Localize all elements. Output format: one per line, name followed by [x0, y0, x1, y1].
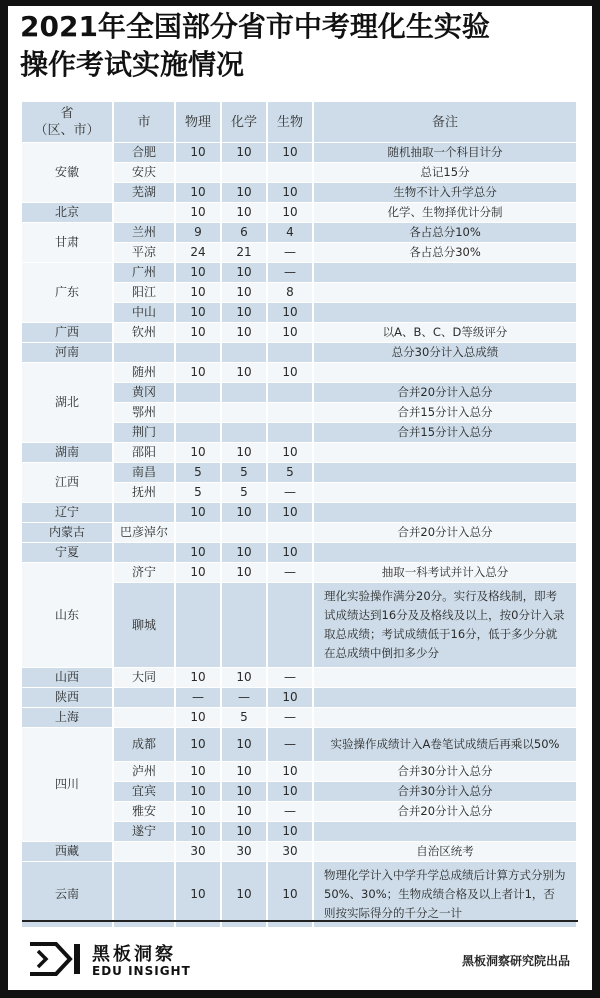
city-cell: 南昌: [114, 463, 176, 483]
header-physics: 物理: [176, 102, 222, 143]
chemistry-cell: [222, 403, 268, 423]
physics-cell: 10: [176, 303, 222, 323]
physics-cell: [176, 523, 222, 543]
province-cell: 云南: [22, 862, 114, 928]
city-cell: 黄冈: [114, 383, 176, 403]
footer-divider: [22, 920, 578, 922]
biology-cell: —: [268, 708, 314, 728]
province-cell: 北京: [22, 203, 114, 223]
chemistry-cell: 10: [222, 283, 268, 303]
biology-cell: 4: [268, 223, 314, 243]
chemistry-cell: 6: [222, 223, 268, 243]
biology-cell: 10: [268, 323, 314, 343]
city-cell: [114, 503, 176, 523]
note-cell: 生物不计入升学总分: [314, 183, 578, 203]
biology-cell: 10: [268, 543, 314, 563]
table-row: [22, 343, 578, 363]
biology-cell: 10: [268, 782, 314, 802]
biology-cell: [268, 163, 314, 183]
note-cell: 合并20分计入总分: [314, 523, 578, 543]
table-row: [22, 263, 578, 283]
physics-cell: [176, 163, 222, 183]
province-cell: 湖北: [22, 363, 114, 443]
note-cell: 合并30分计入总分: [314, 782, 578, 802]
header-note: 备注: [314, 102, 578, 143]
note-cell: [314, 688, 578, 708]
city-cell: [114, 688, 176, 708]
physics-cell: 10: [176, 143, 222, 163]
chemistry-cell: 10: [222, 303, 268, 323]
physics-cell: 24: [176, 243, 222, 263]
table-row: [22, 543, 578, 563]
physics-cell: 10: [176, 203, 222, 223]
city-cell: 广州: [114, 263, 176, 283]
biology-cell: 10: [268, 303, 314, 323]
physics-cell: 10: [176, 563, 222, 583]
note-cell: 物理化学计入中学升学总成绩后计算方式分别为50%、30%；生物成绩合格及以上者计1，否则按实际得分的千分之一计: [314, 862, 578, 928]
header-province: [22, 102, 114, 143]
table-row: [22, 842, 578, 862]
province-cell: 湖南: [22, 443, 114, 463]
brand-name-en: EDU INSIGHT: [92, 964, 191, 978]
physics-cell: 5: [176, 463, 222, 483]
note-cell: [314, 463, 578, 483]
chemistry-cell: [222, 163, 268, 183]
header-province-line-1: 省: [60, 106, 74, 121]
province-cell: 西藏: [22, 842, 114, 862]
physics-cell: 10: [176, 543, 222, 563]
chemistry-cell: 21: [222, 243, 268, 263]
physics-cell: 10: [176, 822, 222, 842]
city-cell: 兰州: [114, 223, 176, 243]
chemistry-cell: [222, 383, 268, 403]
table-row: [22, 688, 578, 708]
chemistry-cell: 30: [222, 842, 268, 862]
biology-cell: [268, 583, 314, 668]
note-cell: [314, 503, 578, 523]
table-row: [22, 503, 578, 523]
city-cell: 抚州: [114, 483, 176, 503]
chemistry-cell: 10: [222, 363, 268, 383]
city-cell: 雅安: [114, 802, 176, 822]
note-cell: 抽取一科考试并计入总分: [314, 563, 578, 583]
city-cell: 安庆: [114, 163, 176, 183]
exam-table-container: [22, 102, 578, 928]
chemistry-cell: [222, 343, 268, 363]
page-title: [20, 8, 590, 84]
city-cell: 钦州: [114, 323, 176, 343]
table-row: [22, 323, 578, 343]
table-row: [22, 728, 578, 762]
biology-cell: [268, 423, 314, 443]
province-cell: 广东: [22, 263, 114, 323]
city-cell: 成都: [114, 728, 176, 762]
brand-name: 黑板洞察: [92, 944, 176, 965]
chemistry-cell: 10: [222, 822, 268, 842]
biology-cell: [268, 403, 314, 423]
province-cell: 陕西: [22, 688, 114, 708]
physics-cell: 30: [176, 842, 222, 862]
note-cell: 各占总分10%: [314, 223, 578, 243]
biology-cell: 10: [268, 183, 314, 203]
chemistry-cell: 10: [222, 203, 268, 223]
exam-table: [22, 102, 578, 928]
physics-cell: 10: [176, 762, 222, 782]
note-cell: [314, 822, 578, 842]
chemistry-cell: [222, 423, 268, 443]
note-cell: [314, 443, 578, 463]
chemistry-cell: 10: [222, 782, 268, 802]
note-cell: 实验操作成绩计入A卷笔试成绩后再乘以50%: [314, 728, 578, 762]
note-cell: 以A、B、C、D等级评分: [314, 323, 578, 343]
table-row: [22, 708, 578, 728]
city-cell: 芜湖: [114, 183, 176, 203]
note-cell: [314, 668, 578, 688]
table-row: [22, 523, 578, 543]
biology-cell: —: [268, 563, 314, 583]
province-cell: 四川: [22, 728, 114, 842]
physics-cell: 10: [176, 263, 222, 283]
city-cell: [114, 343, 176, 363]
city-cell: 阳江: [114, 283, 176, 303]
note-cell: 化学、生物择优计分制: [314, 203, 578, 223]
province-cell: 上海: [22, 708, 114, 728]
biology-cell: —: [268, 668, 314, 688]
physics-cell: [176, 423, 222, 443]
physics-cell: [176, 583, 222, 668]
biology-cell: —: [268, 243, 314, 263]
biology-cell: —: [268, 483, 314, 503]
note-cell: 理化实验操作满分20分。实行及格线制，即考试成绩达到16分及及格线及以上，按0分计入录取总成绩；考试成绩低于16分，低于多少分就在总成绩中倒扣多少分: [314, 583, 578, 668]
city-cell: 中山: [114, 303, 176, 323]
physics-cell: 10: [176, 668, 222, 688]
city-cell: [114, 708, 176, 728]
chemistry-cell: 10: [222, 323, 268, 343]
note-cell: 总记15分: [314, 163, 578, 183]
province-cell: 江西: [22, 463, 114, 503]
table-row: [22, 203, 578, 223]
physics-cell: 10: [176, 323, 222, 343]
province-cell: 内蒙古: [22, 523, 114, 543]
header-chemistry: 化学: [222, 102, 268, 143]
province-cell: 山东: [22, 563, 114, 668]
physics-cell: 10: [176, 802, 222, 822]
chemistry-cell: 10: [222, 728, 268, 762]
province-cell: 甘肃: [22, 223, 114, 263]
physics-cell: [176, 403, 222, 423]
physics-cell: —: [176, 688, 222, 708]
note-cell: [314, 708, 578, 728]
note-cell: 各占总分30%: [314, 243, 578, 263]
biology-cell: 10: [268, 203, 314, 223]
chemistry-cell: 10: [222, 762, 268, 782]
city-cell: 泸州: [114, 762, 176, 782]
chemistry-cell: —: [222, 688, 268, 708]
province-cell: 安徽: [22, 143, 114, 203]
biology-cell: [268, 343, 314, 363]
chemistry-cell: [222, 583, 268, 668]
note-cell: 合并15分计入总分: [314, 423, 578, 443]
note-cell: 总分30分计入总成绩: [314, 343, 578, 363]
biology-cell: 10: [268, 443, 314, 463]
city-cell: 聊城: [114, 583, 176, 668]
note-cell: 合并20分计入总分: [314, 383, 578, 403]
city-cell: 遂宁: [114, 822, 176, 842]
note-cell: [314, 363, 578, 383]
province-cell: 辽宁: [22, 503, 114, 523]
biology-cell: 10: [268, 503, 314, 523]
note-cell: 合并30分计入总分: [314, 762, 578, 782]
header-province-line-2: （区、市）: [34, 123, 100, 138]
biology-cell: 8: [268, 283, 314, 303]
city-cell: 大同: [114, 668, 176, 688]
biology-cell: 10: [268, 822, 314, 842]
chemistry-cell: 10: [222, 143, 268, 163]
chemistry-cell: 10: [222, 263, 268, 283]
physics-cell: 10: [176, 443, 222, 463]
physics-cell: 9: [176, 223, 222, 243]
note-cell: [314, 263, 578, 283]
table-row: [22, 223, 578, 243]
chemistry-cell: 5: [222, 483, 268, 503]
chemistry-cell: 10: [222, 543, 268, 563]
table-row: [22, 143, 578, 163]
note-cell: 自治区统考: [314, 842, 578, 862]
city-cell: [114, 862, 176, 928]
province-cell: 宁夏: [22, 543, 114, 563]
note-cell: 合并15分计入总分: [314, 403, 578, 423]
biology-cell: —: [268, 802, 314, 822]
biology-cell: 10: [268, 688, 314, 708]
note-cell: [314, 283, 578, 303]
table-row: [22, 443, 578, 463]
city-cell: 荆门: [114, 423, 176, 443]
note-cell: [314, 543, 578, 563]
physics-cell: 10: [176, 862, 222, 928]
header-city: 市: [114, 102, 176, 143]
physics-cell: 10: [176, 283, 222, 303]
table-row: [22, 862, 578, 928]
note-cell: 合并20分计入总分: [314, 802, 578, 822]
chemistry-cell: 10: [222, 802, 268, 822]
physics-cell: 5: [176, 483, 222, 503]
chemistry-cell: 5: [222, 463, 268, 483]
biology-cell: —: [268, 728, 314, 762]
physics-cell: 10: [176, 708, 222, 728]
table-row: [22, 463, 578, 483]
physics-cell: 10: [176, 782, 222, 802]
biology-cell: 10: [268, 762, 314, 782]
title-line-1: 2021年全国部分省市中考理化生实验: [20, 10, 490, 43]
city-cell: 巴彦淖尔: [114, 523, 176, 543]
biology-cell: 10: [268, 862, 314, 928]
chemistry-cell: [222, 523, 268, 543]
province-cell: 广西: [22, 323, 114, 343]
chemistry-cell: 10: [222, 668, 268, 688]
note-cell: [314, 303, 578, 323]
biology-cell: 30: [268, 842, 314, 862]
physics-cell: [176, 383, 222, 403]
chemistry-cell: 10: [222, 503, 268, 523]
biology-cell: 5: [268, 463, 314, 483]
province-cell: 河南: [22, 343, 114, 363]
city-cell: [114, 842, 176, 862]
city-cell: 随州: [114, 363, 176, 383]
city-cell: 宜宾: [114, 782, 176, 802]
biology-cell: [268, 523, 314, 543]
chemistry-cell: 10: [222, 443, 268, 463]
biology-cell: [268, 383, 314, 403]
chemistry-cell: 10: [222, 183, 268, 203]
city-cell: 平凉: [114, 243, 176, 263]
city-cell: 济宁: [114, 563, 176, 583]
biology-cell: 10: [268, 143, 314, 163]
physics-cell: 10: [176, 183, 222, 203]
chemistry-cell: 5: [222, 708, 268, 728]
chemistry-cell: 10: [222, 862, 268, 928]
table-row: [22, 668, 578, 688]
table-row: [22, 363, 578, 383]
table-row: [22, 563, 578, 583]
title-line-2: 操作考试实施情况: [20, 48, 245, 81]
city-cell: [114, 543, 176, 563]
edu-insight-logo: [26, 940, 86, 978]
header-biology: 生物: [268, 102, 314, 143]
chemistry-cell: 10: [222, 563, 268, 583]
city-cell: [114, 203, 176, 223]
physics-cell: 10: [176, 363, 222, 383]
physics-cell: 10: [176, 503, 222, 523]
credit-text: 黑板洞察研究院出品: [461, 954, 570, 968]
note-cell: 随机抽取一个科目计分: [314, 143, 578, 163]
physics-cell: [176, 343, 222, 363]
biology-cell: —: [268, 263, 314, 283]
province-cell: 山西: [22, 668, 114, 688]
biology-cell: 10: [268, 363, 314, 383]
city-cell: 邵阳: [114, 443, 176, 463]
city-cell: 合肥: [114, 143, 176, 163]
city-cell: 鄂州: [114, 403, 176, 423]
note-cell: [314, 483, 578, 503]
physics-cell: 10: [176, 728, 222, 762]
